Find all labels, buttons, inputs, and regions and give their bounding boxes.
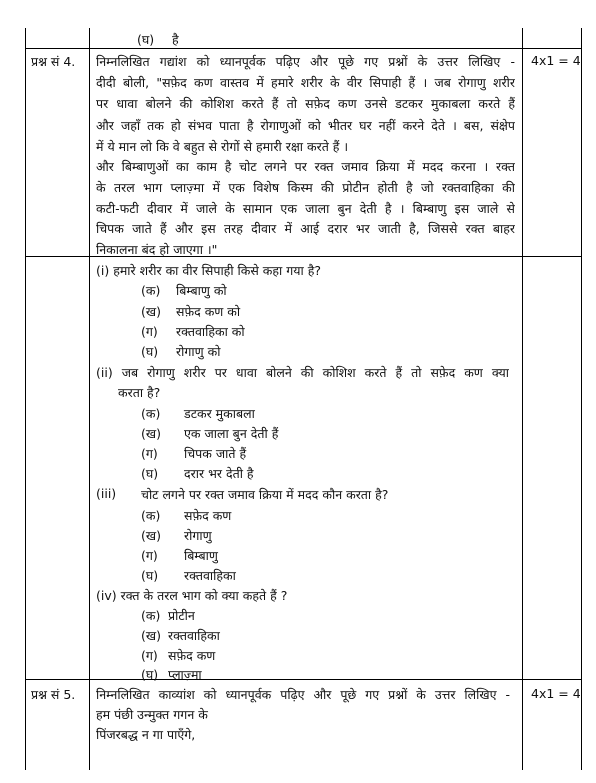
table-row-line-3 bbox=[25, 679, 582, 680]
option-label: (क) bbox=[141, 608, 161, 623]
option-text: बिम्बाणु को bbox=[176, 283, 227, 298]
option-label: (ग) bbox=[141, 446, 158, 461]
passage-line: कटी-फटी दीवार में जाले के सामान एक जाला बुन देती है । बिम्बाणु इस जाले से bbox=[96, 201, 515, 216]
option-text: चिपक जाते हैं bbox=[184, 446, 247, 461]
option-label: (ग) bbox=[141, 324, 158, 339]
table-border-divider-2 bbox=[522, 28, 523, 770]
option-text: डटकर मुकाबला bbox=[184, 406, 255, 421]
option-label: (ख) bbox=[141, 426, 161, 441]
option-text: रोगाणु bbox=[184, 528, 212, 543]
option-label: (ख) bbox=[141, 628, 161, 643]
option-text: सफ़ेद कण को bbox=[176, 304, 241, 319]
top-option-label: (घ) bbox=[137, 32, 155, 47]
option-label: (क) bbox=[141, 406, 161, 421]
top-option-text: है bbox=[172, 32, 179, 47]
option-text: सफ़ेद कण bbox=[184, 508, 232, 523]
option-text: बिम्बाणु bbox=[184, 548, 218, 563]
option-label: (घ) bbox=[141, 344, 159, 359]
table-border-divider-1 bbox=[89, 28, 90, 770]
question-ii-text: (ii) जब रोगाणु शरीर पर धावा बोलने की कोशिश करते हैं तो सफ़ेद कण क्या bbox=[96, 365, 509, 380]
question-4-marks: 4x1 = 4 bbox=[531, 53, 581, 68]
option-label: (ग) bbox=[141, 648, 158, 663]
question-iii-text: चोट लगने पर रक्त जमाव क्रिया में मदद कौन करता है? bbox=[141, 487, 389, 502]
option-label: (क) bbox=[141, 283, 161, 298]
table-border-left bbox=[25, 28, 26, 770]
question-ii-text: करता है? bbox=[118, 385, 161, 400]
option-text: रोगाणु को bbox=[176, 344, 221, 359]
option-text: रक्तवाहिका को bbox=[176, 324, 245, 339]
option-label: (घ) bbox=[141, 466, 159, 481]
option-text: रक्तवाहिका bbox=[168, 628, 220, 643]
question-5-label: प्रश्न सं 5. bbox=[31, 687, 76, 702]
question-iv-text: (iv) रक्त के तरल भाग को क्या कहते हैं ? bbox=[96, 588, 288, 603]
question-5-marks: 4x1 = 4 bbox=[531, 686, 581, 701]
question-iii-number: (iii) bbox=[96, 486, 117, 501]
passage-line: निम्नलिखित गद्यांश को ध्यानपूर्वक पढ़िए और पूछे गए प्रश्नों के उत्तर लिखिए - bbox=[96, 54, 515, 69]
option-label: (क) bbox=[141, 508, 161, 523]
option-text: प्लाज़्मा bbox=[168, 667, 202, 682]
question-i-text: (i) हमारे शरीर का वीर सिपाही किसे कहा गया है? bbox=[96, 263, 322, 278]
option-text: प्रोटीन bbox=[168, 608, 195, 623]
table-row-line-1 bbox=[25, 48, 582, 49]
passage-line: निकालना बंद हो जाएगा ।" bbox=[96, 242, 218, 257]
passage-line: और बिम्बाणुओं का काम है चोट लगने पर रक्त जमाव क्रिया में मदद करना । रक्त bbox=[96, 159, 515, 174]
passage-line: दीदी बोली, "सफ़ेद कण वास्तव में हमारे शरीर के वीर सिपाही हैं । जब रोगाणु शरीर bbox=[96, 75, 515, 90]
option-label: (ग) bbox=[141, 548, 158, 563]
question-5-instruction: निम्नलिखित काव्यांश को ध्यानपूर्वक पढ़िए और पूछे गए प्रश्नों के उत्तर लिखिए - bbox=[96, 687, 510, 702]
question-4-label: प्रश्न सं 4. bbox=[31, 54, 76, 69]
passage-line: में ये मान लो कि वे बहुत से रोगों से हमारी रक्षा करते हैं । bbox=[96, 139, 349, 154]
option-text: रक्तवाहिका bbox=[184, 568, 236, 583]
option-text: दरार भर देती है bbox=[184, 466, 254, 481]
option-text: सफ़ेद कण bbox=[168, 648, 216, 663]
option-label: (घ) bbox=[141, 667, 159, 682]
option-label: (घ) bbox=[141, 568, 159, 583]
passage-line: और जहाँ तक हो संभव पाता है रोगाणुओं को भीतर घर नहीं करने देते । बस, संक्षेप bbox=[96, 118, 515, 133]
option-label: (ख) bbox=[141, 528, 161, 543]
passage-line: पर धावा बोलने की कोशिश करते हैं तो सफ़ेद कण उनसे डटकर मुकाबला करते हैं bbox=[96, 96, 515, 111]
poem-line: पिंजरबद्ध न गा पाएँगे, bbox=[96, 727, 196, 742]
poem-line: हम पंछी उन्मुक्त गगन के bbox=[96, 707, 208, 722]
option-label: (ख) bbox=[141, 304, 161, 319]
table-border-right bbox=[581, 28, 582, 770]
passage-line: चिपक जाते हैं और इस तरह दीवार में आई दरार भर जाती है, जिससे रक्त बाहर bbox=[96, 221, 515, 236]
passage-line: के तरल भाग प्लाज़्मा में एक विशेष किस्म की प्रोटीन होती है जो रक्तवाहिका की bbox=[96, 180, 515, 195]
option-text: एक जाला बुन देती हैं bbox=[184, 426, 279, 441]
